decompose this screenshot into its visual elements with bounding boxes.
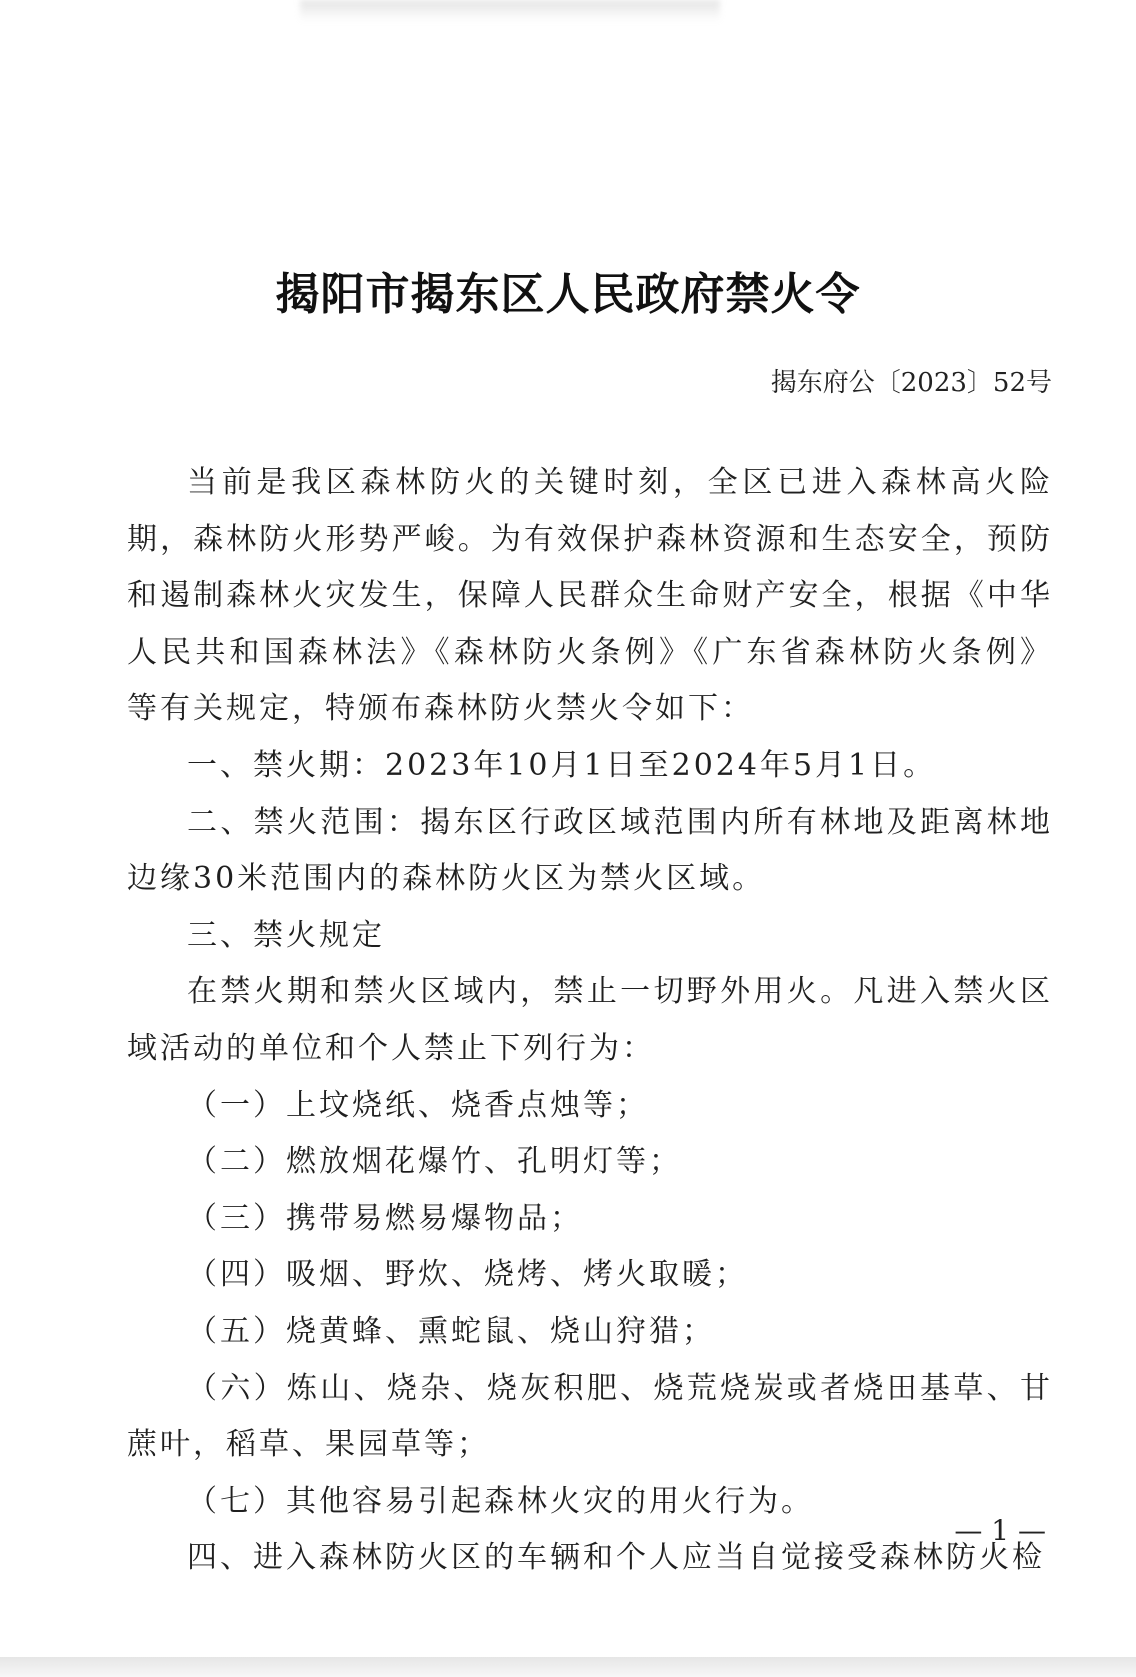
document-title: 揭阳市揭东区人民政府禁火令 — [275, 269, 861, 320]
list-item-4: （四）吸烟、野炊、烧烤、烤火取暖； — [187, 1257, 748, 1293]
page-bottom-edge — [0, 1657, 1136, 1677]
paragraph-rules-heading: 三、禁火规定 — [187, 917, 385, 953]
list-item-2: （二）燃放烟花爆竹、孔明灯等； — [187, 1144, 682, 1180]
paragraph-period: 一、禁火期：2023年10月1日至2024年5月1日。 — [187, 747, 937, 783]
paragraph-section-4: 四、进入森林防火区的车辆和个人应当自觉接受森林防火检 — [187, 1540, 1045, 1576]
paragraph-scope: 二、禁火范围：揭东区行政区域范围内所有林地及距离林地边缘30米范围内的森林防火区为禁火区域。 — [127, 804, 1053, 897]
bleed-through-shadow — [300, 0, 720, 22]
list-item-1: （一）上坟烧纸、烧香点烛等； — [187, 1087, 649, 1123]
paragraph-rules-intro: 在禁火期和禁火区域内，禁止一切野外用火。凡进入禁火区域活动的单位和个人禁止下列行为： — [127, 974, 1053, 1066]
paragraph-intro: 当前是我区森林防火的关键时刻，全区已进入森林高火险期，森林防火形势严峻。为有效保护森林资源和生态安全，预防和遏制森林火灾发生，保障人民群众生命财产安全，根据《中华人民共和国森林法》《森林防火条例》《广东省森林防火条例》等有关规定，特颁布森林防火禁火令如下： — [127, 465, 1053, 727]
document-number: 揭东府公〔2023〕52号 — [770, 368, 1052, 398]
list-item-3: （三）携带易燃易爆物品； — [187, 1200, 583, 1236]
document-body — [127, 455, 1053, 1587]
list-item-7: （七）其他容易引起森林火灾的用火行为。 — [187, 1483, 814, 1519]
list-item-5: （五）烧黄蜂、熏蛇鼠、烧山狩猎； — [187, 1313, 715, 1349]
page-number: — 1 — — [954, 1514, 1046, 1547]
list-item-6: （六）炼山、烧杂、烧灰积肥、烧荒烧炭或者烧田基草、甘蔗叶，稻草、果园草等； — [127, 1370, 1053, 1463]
